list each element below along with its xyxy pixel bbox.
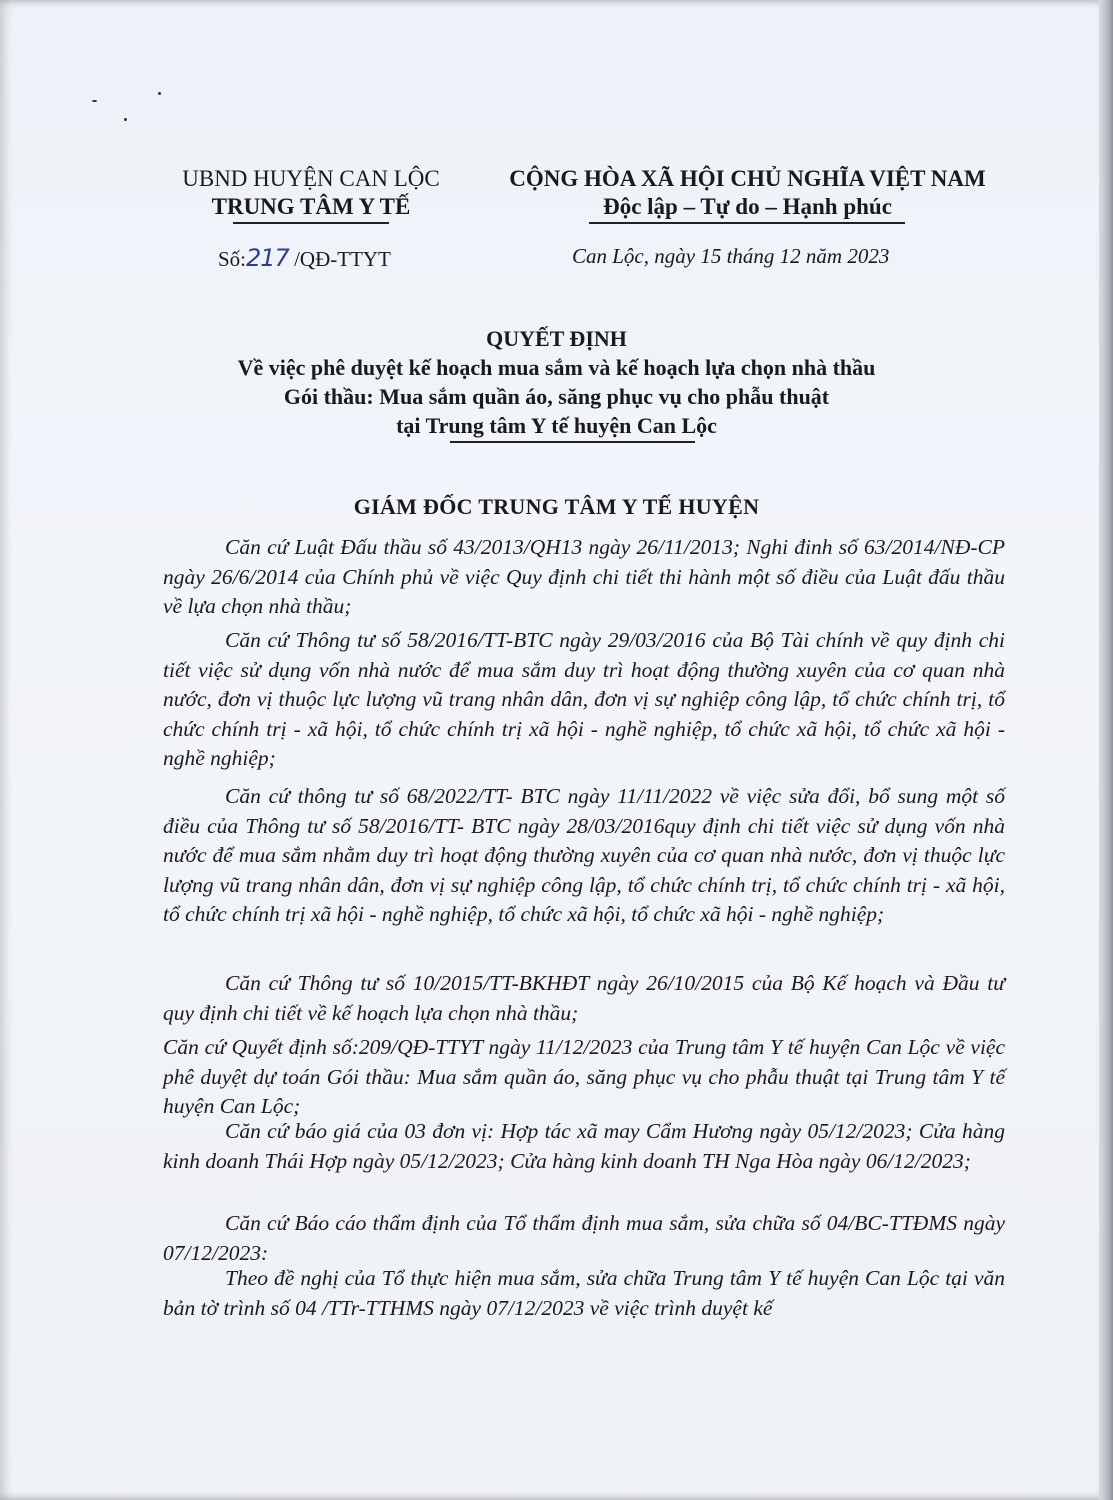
paragraph-text: Căn cứ báo giá của 03 đơn vị: Hợp tác xã may Cẩm Hương ngày 05/12/2023; Cửa hàng kinh doanh Thái Hợp ngày 05/12/2023; Cửa hàng kinh doanh TH Nga Hòa ngày 06/12/2023;	[163, 1119, 1005, 1173]
legal-basis-paragraph	[163, 969, 1005, 1028]
paragraph-text: Căn cứ Quyết định số:209/QĐ-TTYT ngày 11/12/2023 của Trung tâm Y tế huyện Can Lộc về việc phê duyệt dự toán Gói thầu: Mua sắm quần áo, săng phục vụ cho phẫu thuật tại Trung tâm Y tế huyện Can Lộc;	[163, 1035, 1005, 1118]
legal-basis-paragraph	[163, 782, 1005, 930]
authority-heading: GIÁM ĐỐC TRUNG TÂM Y TẾ HUYỆN	[353, 494, 760, 519]
document-number	[218, 244, 391, 272]
scan-speck	[92, 100, 97, 102]
scan-speck	[124, 118, 127, 121]
paragraph-text: Căn cứ thông tư số 68/2022/TT- BTC ngày 11/11/2022 về việc sửa đổi, bổ sung một số điều của Thông tư số 58/2016/TT- BTC ngày 28/03/2016quy định chi tiết việc sử dụng vốn nhà nước để mua sắm nhằm duy trì hoạt động thường xuyên của cơ quan nhà nước, đơn vị thuộc lực lượng vũ trang nhân dân, đơn vị sự nghiệp công lập, tổ chức chính trị, tổ chức chính trị - xã hội, tổ chức chính trị xã hội - nghề nghiệp, tổ chức xã hội, tổ chức xã hội - nghề nghiệp;	[163, 784, 1005, 926]
legal-basis-paragraph	[163, 1117, 1005, 1176]
legal-basis-paragraph	[163, 1209, 1005, 1268]
legal-basis-paragraph	[163, 1033, 1005, 1122]
legal-basis-paragraph	[163, 533, 1005, 622]
document-number-suffix: /QĐ-TTYT	[288, 247, 391, 271]
header-underline-left	[233, 222, 389, 224]
page-edge-shadow	[1099, 0, 1113, 1500]
place-date: Can Lộc, ngày 15 tháng 12 năm 2023	[572, 244, 890, 268]
document-type: QUYẾT ĐỊNH	[486, 326, 627, 351]
document-subject-line-1: Về việc phê duyệt kế hoạch mua sắm và kế hoạch lựa chọn nhà thầu	[237, 355, 876, 380]
document-number-handwritten: 217	[246, 244, 289, 272]
legal-basis-paragraph	[163, 626, 1005, 774]
scan-speck	[158, 92, 161, 95]
paragraph-text: Căn cứ Báo cáo thẩm định của Tổ thẩm định mua sắm, sửa chữa số 04/BC-TTĐMS ngày 07/12/2023:	[163, 1211, 1005, 1265]
legal-basis-paragraph	[163, 1264, 1005, 1323]
document-number-prefix: Số:	[218, 247, 247, 271]
paragraph-text: Căn cứ Luật Đấu thầu số 43/2013/QH13 ngày 26/11/2013; Nghi đinh số 63/2014/NĐ-CP ngày 26/6/2014 của Chính phủ về việc Quy định chi tiết thi hành một số điều của Luật đấu thầu về lựa chọn nhà thầu;	[163, 535, 1005, 618]
paragraph-text: Căn cứ Thông tư số 58/2016/TT-BTC ngày 29/03/2016 của Bộ Tài chính về quy định chi tiết việc sử dụng vốn nhà nước để mua sắm duy trì hoạt động thường xuyên của cơ quan nhà nước, đơn vị thuộc lực lượng vũ trang nhân dân, đơn vị sự nghiệp công lập, tổ chức chính trị, tổ chức chính trị - xã hội, tổ chức chính trị xã hội - nghề nghiệp, tổ chức xã hội, tổ chức xã hội - nghề nghiệp;	[163, 628, 1005, 770]
header-underline-right	[589, 222, 905, 224]
title-underline	[450, 441, 695, 443]
issuing-unit: TRUNG TÂM Y TẾ	[211, 194, 411, 219]
paragraph-text: Theo đề nghị của Tổ thực hiện mua sắm, sửa chữa Trung tâm Y tế huyện Can Lộc tại văn bản tờ trình số 04 /TTr-TTHMS ngày 07/12/2023 về việc trình duyệt kế	[163, 1266, 1005, 1320]
national-motto: Độc lập – Tự do – Hạnh phúc	[603, 194, 892, 219]
paragraph-text: Căn cứ Thông tư số 10/2015/TT-BKHĐT ngày 26/10/2015 của Bộ Kế hoạch và Đầu tư quy định chi tiết về kế hoạch lựa chọn nhà thầu;	[163, 971, 1005, 1025]
document-subject-line-3: tại Trung tâm Y tế huyện Can Lộc	[396, 413, 717, 438]
document-subject-line-2: Gói thầu: Mua sắm quần áo, săng phục vụ cho phẫu thuật	[283, 384, 830, 409]
issuing-authority: UBND HUYỆN CAN LỘC	[182, 166, 440, 191]
national-title: CỘNG HÒA XÃ HỘI CHỦ NGHĨA VIỆT NAM	[509, 166, 986, 191]
